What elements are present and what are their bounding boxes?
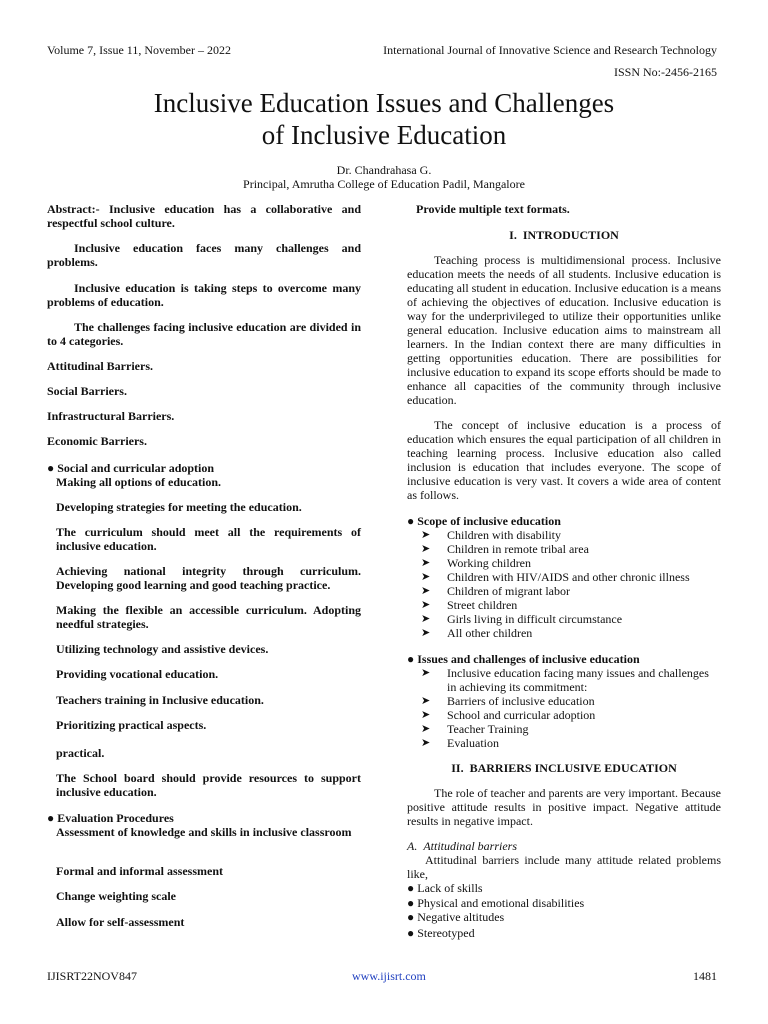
list-item-text: Children with HIV/AIDS and other chronic illness [447,570,690,584]
arrow-icon: ➤ [421,709,431,721]
attitudinal-item: ● Physical and emotional disabilities [407,896,585,910]
arrow-icon: ➤ [421,543,431,555]
issues-list [407,666,721,750]
arrow-icon: ➤ [421,627,431,639]
provide-formats: Provide multiple text formats. [416,202,570,216]
intro-paragraph-2: The concept of inclusive education is a process of education which ensures the equal participation of all children in teaching learning process. Inclusive education also called inclusion is education that includes everyone. The scope of inclusive education is very vast. It covers a wide area of content as follows. [407,418,721,502]
title-line-1: Inclusive Education Issues and Challenges [153,88,615,118]
issues-heading: ● Issues and challenges of inclusive education [407,652,640,666]
list-item [407,570,721,584]
journal-name: International Journal of Innovative Science and Research Technology [383,43,717,57]
social-item: Utilizing technology and assistive devices. [56,642,269,656]
list-item [407,736,721,750]
scope-list [407,528,721,640]
abstract: Abstract:- Inclusive education has a collaborative and respectful school culture. [47,202,361,230]
list-item [407,666,721,694]
attitudinal-item: ● Negative altitudes [407,910,505,924]
arrow-icon: ➤ [421,599,431,611]
social-item: Teachers training in Inclusive education. [56,693,264,707]
issn: ISSN No:-2456-2165 [613,65,717,79]
evaluation-heading: ● Evaluation Procedures [47,811,174,825]
volume-info: Volume 7, Issue 11, November – 2022 [47,43,231,57]
list-item [407,556,721,570]
social-item: Achieving national integrity through curriculum. Developing good learning and good teaching practice. [56,564,361,592]
abstract-p2: Inclusive education is taking steps to overcome many problems of education. [47,281,361,309]
list-item [407,584,721,598]
title-line-2: of Inclusive Education [261,120,507,150]
evaluation-item: Allow for self-assessment [56,915,185,929]
list-item-text: Evaluation [447,736,499,750]
author-name: Dr. Chandrahasa G. [336,163,432,177]
list-item [407,598,721,612]
evaluation-item: Change weighting scale [56,889,176,903]
social-item: Developing strategies for meeting the education. [56,500,302,514]
section-barriers-heading: II. BARRIERS INCLUSIVE EDUCATION [451,761,677,775]
list-item-text: Children of migrant labor [447,584,570,598]
barriers-paragraph: The role of teacher and parents are very important. Because positive attitude results in positive impact. Negative attitude results in negative impact. [407,786,721,828]
list-item-text: Street children [447,598,518,612]
social-item: Making all options of education. [56,475,222,489]
attitudinal-item: ● Lack of skills [407,881,483,895]
social-item: Making the flexible an accessible curriculum. Adopting needful strategies. [56,603,361,631]
arrow-icon: ➤ [421,613,431,625]
arrow-icon: ➤ [421,667,431,679]
evaluation-item: Assessment of knowledge and skills in inclusive classroom [56,825,352,839]
list-item-text: Working children [447,556,532,570]
intro-paragraph-1: Teaching process is multidimensional process. Inclusive education meets the needs of all students. Inclusive education is educating all student in education. Inclusive education is a means of achieving the objectives of education. Inclusive education is way for the underprivileged to utilize their opportunities unlike general education. Inclusive education aims to mainstream all learners. In the Indian context there are many difficulties in getting opportunities education. There are possibilities for inclusive education to expand its scope efforts should be made to enhance all capacities of the community through inclusive education. [407,253,721,407]
author-block [0,163,768,191]
arrow-icon: ➤ [421,571,431,583]
social-item: practical. [56,746,105,760]
list-item-text: Children with disability [447,528,561,542]
list-item [407,708,721,722]
arrow-icon: ➤ [421,695,431,707]
list-item [407,626,721,640]
barrier-attitudinal: Attitudinal Barriers. [47,359,153,373]
author-affiliation: Principal, Amrutha College of Education Padil, Mangalore [243,177,525,191]
page-number: 1481 [693,969,717,983]
journal-link[interactable]: www.ijisrt.com [352,969,426,983]
arrow-icon: ➤ [421,737,431,749]
list-item-text: All other children [447,626,533,640]
list-item [407,722,721,736]
social-item: The School board should provide resources to support inclusive education. [56,771,361,799]
list-item-text: Barriers of inclusive education [447,694,595,708]
attitudinal-item: ● Stereotyped [407,926,475,940]
list-item-text: School and curricular adoption [447,708,596,722]
attitudinal-subheading: A. Attitudinal barriers [407,839,518,853]
social-curricular-heading: ● Social and curricular adoption [47,461,215,475]
section-introduction-heading: I. INTRODUCTION [509,228,619,242]
list-item-text: Children in remote tribal area [447,542,589,556]
arrow-icon: ➤ [421,557,431,569]
barrier-infrastructural: Infrastructural Barriers. [47,409,175,423]
list-item [407,612,721,626]
barrier-economic: Economic Barriers. [47,434,147,448]
arrow-icon: ➤ [421,529,431,541]
list-item [407,528,721,542]
evaluation-item: Formal and informal assessment [56,864,223,878]
list-item-text: Inclusive education facing many issues and challenges in achieving its commitment: [447,666,709,694]
social-item: Providing vocational education. [56,667,219,681]
list-item-text: Girls living in difficult circumstance [447,612,623,626]
paper-title [0,87,768,151]
attitudinal-paragraph: Attitudinal barriers include many attitude related problems like, [407,853,721,881]
list-item-text: Teacher Training [447,722,529,736]
social-item: The curriculum should meet all the requirements of inclusive education. [56,525,361,553]
abstract-p1: Inclusive education faces many challenges and problems. [47,241,361,269]
paper-code: IJISRT22NOV847 [47,969,137,983]
abstract-p3: The challenges facing inclusive education are divided in to 4 categories. [47,320,361,348]
list-item [407,694,721,708]
arrow-icon: ➤ [421,585,431,597]
barrier-social: Social Barriers. [47,384,127,398]
scope-heading: ● Scope of inclusive education [407,514,561,528]
arrow-icon: ➤ [421,723,431,735]
social-item: Prioritizing practical aspects. [56,718,207,732]
list-item [407,542,721,556]
